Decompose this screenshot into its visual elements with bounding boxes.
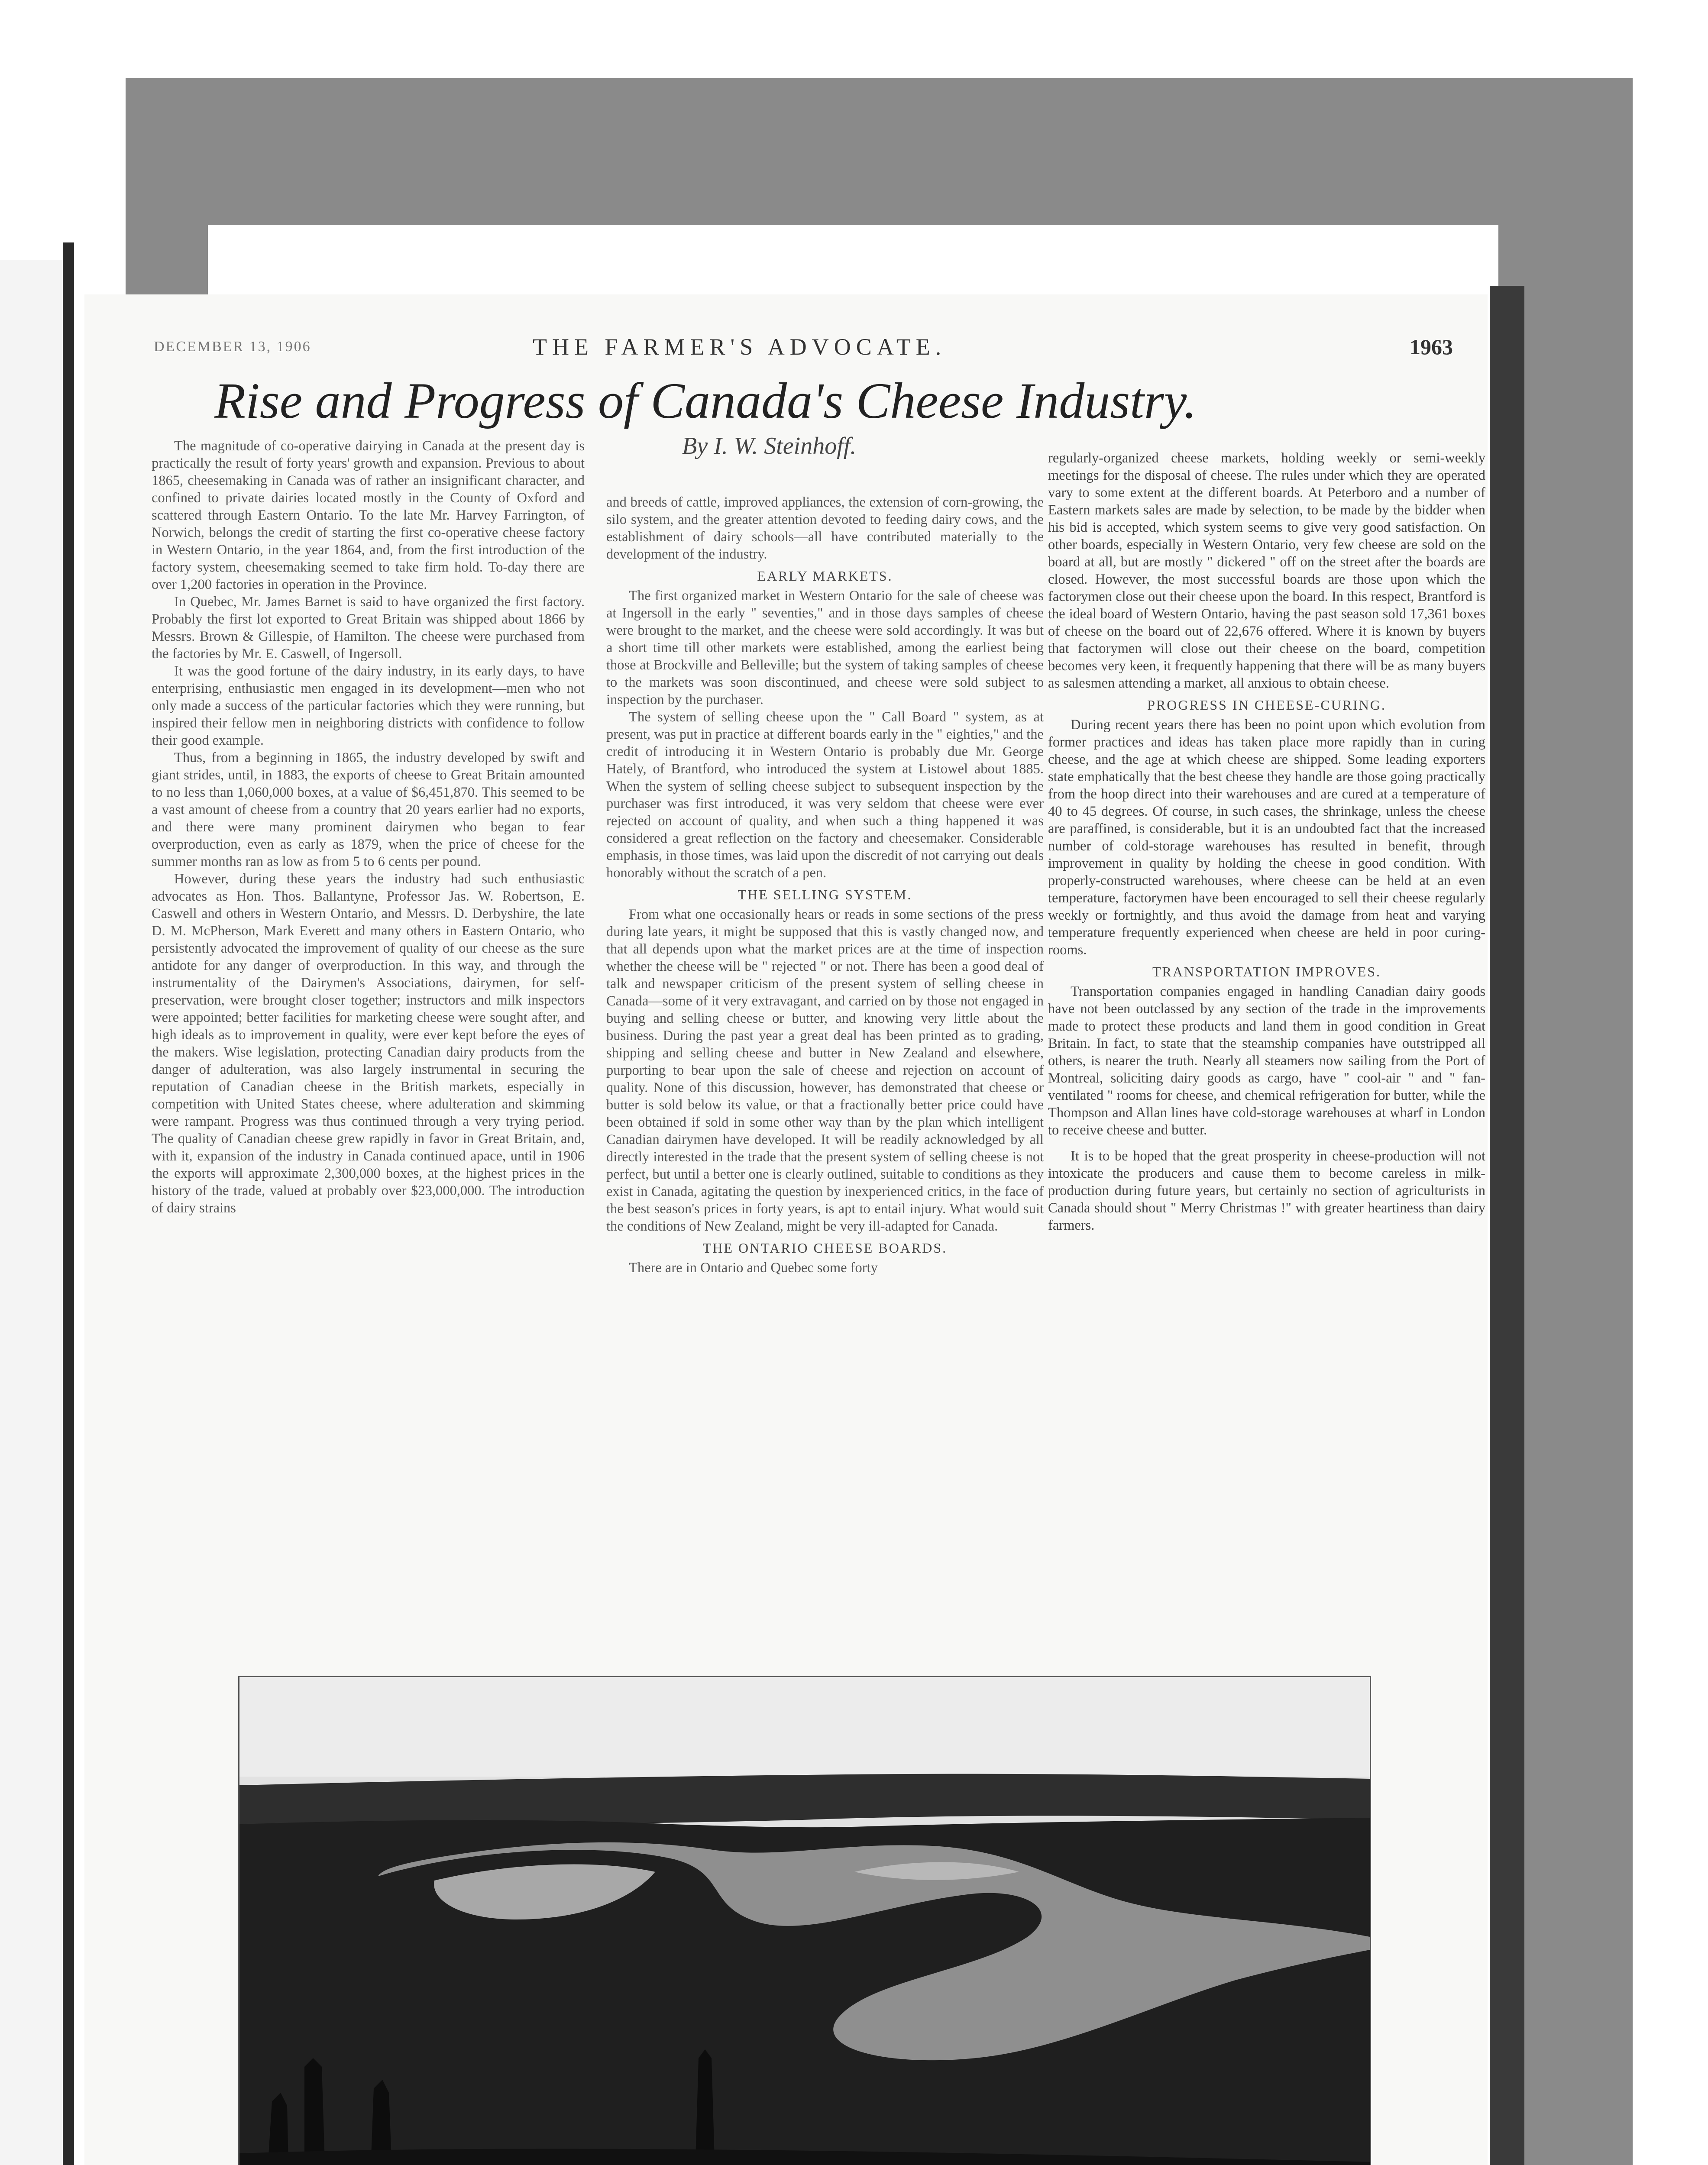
paragraph: The first organized market in Western Ontario for the sale of cheese was at Ingersoll in the early " seventies," and in those days samples of cheese were brought to the market, and the cheese were sold accordingly. It was but a short time till other markets were established, among the earliest being those at Brockville and Belleville; but the system of taking samples of cheese to the markets was soon discontinued, and cheese were sold subject to inspection by the purchaser. bbox=[606, 588, 1044, 708]
issue-date: DECEMBER 13, 1906 bbox=[154, 339, 311, 355]
page-edge-shadow bbox=[1490, 286, 1524, 2165]
facing-page-edge bbox=[0, 260, 65, 2165]
paragraph: The magnitude of co-operative dairying in Canada at the present day is practically the result of forty years' growth and expansion. Previous to about 1865, cheesemaking in Canada was of rather an insignificant character, and confined to private dairies located mostly in the County of Oxford and scattered through Eastern Ontario. To the late Mr. Harvey Farrington, of Norwich, belongs the credit of starting the first co-operative cheese factory in Western Ontario, in the year 1864, and, from the first introduction of the factory system, cheesemaking seemed to take firm hold. To-day there are over 1,200 factories in operation in the Province. bbox=[152, 438, 585, 592]
section-heading-transportation: TRANSPORTATION IMPROVES. bbox=[1152, 964, 1381, 979]
newspaper-page bbox=[84, 294, 1488, 2165]
publication-title: THE FARMER'S ADVOCATE. bbox=[533, 334, 947, 360]
book-binding-gutter bbox=[63, 242, 74, 2165]
section-heading-ontario-cheese-boards: THE ONTARIO CHEESE BOARDS. bbox=[702, 1240, 948, 1256]
paragraph: It is to be hoped that the great prosperity in cheese-production will not intoxicate the producers and cause them to become careless in milk-production during future years, but certainly no section of agriculturists in Canada should shout " Merry Christmas !" with greater heartiness than dairy farmers. bbox=[1048, 1148, 1485, 1233]
lake-photograph bbox=[238, 1676, 1371, 2165]
paragraph: and breeds of cattle, improved appliances, the extension of corn-growing, the silo system, and the greater attention devoted to feeding dairy cows, and the establishment of dairy schools—all have contributed materially to the development of the industry. bbox=[606, 494, 1044, 562]
paragraph: Transportation companies engaged in handling Canadian dairy goods have not been outclassed by any section of the trade in the improvements made to protect these products and land them in good condition in Great Britain. In fact, to state that the steamship companies have outstripped all others, is nearer the truth. Nearly all steamers now sailing from the Port of Montreal, soliciting dairy goods as cargo, have " cool-air " and " fan-ventilated " rooms for cheese, and chemical refrigeration for butter, while the Thompson and Allan lines have cold-storage warehouses at wharf in London to receive cheese and butter. bbox=[1048, 984, 1485, 1138]
paragraph: The system of selling cheese upon the " Call Board " system, as at present, was put in practice at different boards early in the " eighties," and the credit of introducing it in Western Ontario is probably due Mr. George Hately, of Brantford, who introduced the system at Listowel about 1885. When the system of selling cheese subject to subsequent inspection by the purchaser was first introduced, it was very seldom that cheese were ever rejected on account of quality, and when such a thing happened it was considered a great reflection on the factory and cheesemaker. Considerable emphasis, in those times, was laid upon the discredit of not carrying out deals honorably without the scratch of a pen. bbox=[606, 709, 1044, 881]
article-headline: Rise and Progress of Canada's Cheese Industry. bbox=[214, 372, 1197, 429]
paragraph: During recent years there has been no point upon which evolution from former practices and ideas has taken place more rapidly than in curing cheese, and the age at which cheese are shipped. Some leading exporters state emphatically that the best cheese they handle are those going practically from the hoop direct into their warehouses and are cured at a temperature of 40 to 45 degrees. Of course, in such cases, the shrinkage, unless the cheese are paraffined, is considerable, but it is an undoubted fact that the increased number of cold-storage warehouses has resulted in benefit, through improvement in quality by holding the cheese in good condition. With properly-constructed warehouses, where cheese can be held at an even temperature, factorymen have been encouraged to sell their cheese regularly weekly or fortnightly, and thus avoid the damage from heat and varying temperature frequently experienced when cheese are held in poor curing-rooms. bbox=[1048, 717, 1485, 958]
paragraph: However, during these years the industry had such enthusiastic advocates as Hon. Thos. Ballantyne, Professor Jas. W. Robertson, E. Caswell and others in Western Ontario, and Messrs. D. Derbyshire, the late D. M. McPherson, Mark Everett and many others in Eastern Ontario, who persistently advocated the improvement of quality of our cheese as the sure antidote for any danger of overproduction. In this way, and through the instrumentality of the Dairymen's Associations, dairymen, for self-preservation, were brought closer together; instructors and milk inspectors were appointed; better facilities for marketing cheese were sought after, and high ideals as to improvement in quality, were ever kept before the eyes of the makers. Wise legislation, protecting Canadian dairy products from the danger of adulteration, was also largely instrumental in securing the reputation of Canadian cheese in the British markets, especially in competition with United States cheese, where adulteration and skimming were rampant. Progress was thus continued through a very trying period. The quality of Canadian cheese grew rapidly in favor in Great Britain, and, with it, expansion of the industry in Canada continued apace, until in 1906 the exports will approximate 2,300,000 boxes, at the highest prices in the history of the trade, valued at probably over $23,000,000. The introduction of dairy strains bbox=[152, 871, 585, 1216]
paragraph: In Quebec, Mr. James Barnet is said to have organized the first factory. Probably the first lot exported to Great Britain was shipped about 1866 by Messrs. Brown & Gillespie, of Hamilton. The cheese were purchased from the factories by Mr. E. Caswell, of Ingersoll. bbox=[152, 594, 585, 662]
running-head bbox=[84, 294, 1488, 360]
scan-border-top bbox=[126, 78, 1633, 225]
text-column-3 bbox=[1048, 449, 1485, 1636]
article-byline: By I. W. Steinhoff. bbox=[682, 433, 857, 459]
text-column-2 bbox=[606, 494, 1044, 1619]
paragraph: Thus, from a beginning in 1865, the industry developed by swift and giant strides, until, in 1883, the exports of cheese to Great Britain amounted to no less than 1,060,000 boxes, at a value of $6,451,870. This seemed to be a vast amount of cheese from a country that 20 years earlier had no exports, and there were many prominent dairymen who began to fear overproduction, even as early as 1879, when the price of cheese for the summer months ran as low as from 5 to 6 cents per pound. bbox=[152, 750, 585, 869]
text-column-1 bbox=[152, 437, 585, 1645]
paragraph: It was the good fortune of the dairy industry, in its early days, to have enterprising, enthusiastic men engaged in its development—men who not only made a success of the particular factories which they were running, but inspired their fellow men in neighboring districts with confidence to follow their good example. bbox=[152, 663, 585, 748]
paragraph: regularly-organized cheese markets, holding weekly or semi-weekly meetings for the disposal of cheese. The rules under which they are operated vary to some extent at the different boards. At Peterboro and a number of Eastern markets sales are made by selection, to be made by the bidder when his bid is accepted, which system seems to give very good satisfaction. On other boards, especially in Western Ontario, very few cheese are sold on the board at all, but are mostly " dickered " off on the street after the boards are closed. However, the most successful boards are those upon which the factorymen close out their cheese upon the board. In this respect, Brantford is the ideal board of Western Ontario, having the past season sold 17,361 boxes of cheese on the board out of 22,676 offered. Where it is known by buyers that factorymen will close out their cheese on the board, competition becomes very keen, it frequently happening that there will be as many buyers as salesmen attending a market, all anxious to obtain cheese. bbox=[1048, 450, 1485, 691]
section-heading-early-markets: EARLY MARKETS. bbox=[757, 568, 893, 584]
section-heading-selling-system: THE SELLING SYSTEM. bbox=[738, 887, 912, 902]
paragraph: There are in Ontario and Quebec some forty bbox=[629, 1260, 878, 1276]
paragraph: From what one occasionally hears or reads in some sections of the press during late years, it might be supposed that this is vastly changed now, and that all depends upon what the market prices are at the time of inspection whether the cheese will be " rejected " or not. There has been a good deal of talk and newspaper criticism of the present system of selling cheese in Canada—some of it very extravagant, and carried on by those not engaged in buying and selling cheese or butter, and knowing very little about the business. During the past year a great deal has been printed as to grading, shipping and selling cheese and butter in New Zealand and elsewhere, purporting to bear upon the sale of cheese and rejection on account of quality. None of this discussion, however, has demonstrated that cheese or butter is sold below its value, or that a fractionally better price could have been obtained if sold in some other way than by the plan which intelligent Canadian dairymen have developed. It will be readily acknowledged by all directly interested in the trade that the present system of selling cheese is not perfect, but until a better one is clearly outlined, suitable to conditions as they exist in Canada, agitating the question by inexperienced critics, in the face of the best season's prices in forty years, is apt to entail injury. What would suit the conditions of New Zealand, might be very ill-adapted for Canada. bbox=[606, 907, 1044, 1234]
page-number: 1963 bbox=[1410, 335, 1453, 359]
section-heading-cheese-curing: PROGRESS IN CHEESE-CURING. bbox=[1147, 697, 1386, 713]
